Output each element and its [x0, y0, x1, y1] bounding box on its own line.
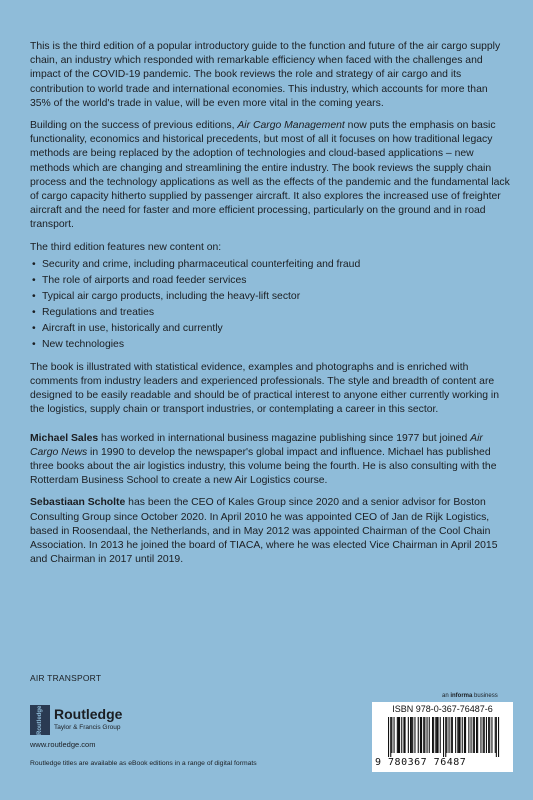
features-list [30, 257, 510, 353]
barcode-bar [473, 717, 474, 753]
barcode-bar [423, 717, 424, 753]
barcode-bar [420, 717, 421, 753]
barcode-bar [435, 717, 436, 753]
author-bio-1 [30, 432, 510, 489]
barcode-bar [457, 717, 458, 753]
list-item-text: New technologies [42, 338, 125, 350]
publisher-group: Taylor & Francis Group [54, 724, 121, 731]
barcode-bar [411, 717, 412, 753]
barcode-bar [388, 717, 389, 757]
barcode-bar [480, 717, 481, 753]
barcode-bar [476, 717, 477, 753]
text-segment: has worked in international business magazine publishing since 1977 but joined [98, 432, 471, 444]
barcode-bar [438, 717, 439, 753]
barcode-bar [498, 717, 499, 757]
barcode-bar [390, 717, 391, 757]
publisher-logo [30, 705, 150, 737]
barcode-bar [446, 717, 447, 753]
list-item [30, 289, 510, 305]
barcode-bar [465, 717, 466, 753]
barcode-bar [452, 717, 453, 753]
author-name: Sebastiaan Scholte [30, 497, 126, 509]
barcode-bar [391, 717, 392, 753]
barcode-bar [429, 717, 430, 753]
barcode-bar [486, 717, 487, 753]
barcode-bar [414, 717, 415, 753]
text-segment: has been the CEO of Kales Group since 2020 and a senior advisor for Boston Consulting Group since October 2020. In April 2010 he was appointed CEO of Jan de Rijk Logistics, based in Roosendaal, the Netherlands, and in May 2012 was appointed Chairman of the Cool Chain Association. In 2013 he joined the board of TIACA, where he was elected Vice Chairman in April 2015 and Chairman in 2017 until 2019. [30, 497, 498, 566]
routledge-icon: Routledge [30, 705, 50, 735]
barcode-bar [464, 717, 465, 753]
barcode-bar [449, 717, 450, 753]
barcode-bar [443, 717, 444, 757]
bullet-icon: • [32, 290, 36, 302]
barcode-bar [401, 717, 402, 753]
barcode-bar [433, 717, 434, 753]
list-item [30, 257, 510, 273]
barcode-bar [458, 717, 459, 753]
publisher-website[interactable]: www.routledge.com [30, 740, 96, 749]
description-paragraph-2 [30, 119, 510, 233]
bullet-icon: • [32, 322, 36, 334]
list-item-text: Security and crime, including pharmaceutical counterfeiting and fraud [42, 258, 361, 270]
list-item [30, 321, 510, 337]
text-segment: business [472, 693, 498, 699]
list-item [30, 305, 510, 321]
barcode-digits: 9 780367 76487 [375, 757, 467, 768]
informa-tagline [442, 693, 498, 699]
barcode-bar [477, 717, 478, 753]
book-title: Air Cargo Management [237, 120, 345, 132]
barcode-bar [451, 717, 452, 753]
barcode-bar [424, 717, 425, 753]
barcode-bar [405, 717, 406, 753]
barcode-bar [460, 717, 461, 753]
barcode-bar [399, 717, 400, 753]
text-segment: Building on the success of previous editions, [30, 120, 238, 132]
cover-text [30, 40, 510, 575]
description-paragraph-1: This is the third edition of a popular introductory guide to the function and future of the air cargo supply chain, an industry which responded with remarkable efficiency when faced with the challenges and impact of the COVID-19 pandemic. The book reviews the role and strategy of air cargo and its contribution to world trade and international economies. This industry, which accounts for more than 35% of the world's trade in value, will be even more vital in the coming years. [30, 41, 501, 109]
barcode-bar [445, 717, 446, 757]
bullet-icon: • [32, 274, 36, 286]
text-segment: in 1990 to develop the newspaper's global impact and influence. Michael has published three books about the air logistics industry, this volume being the fourth. He is also consulting with the Rotterdam Business School to create a new Air Logistics course. [30, 446, 497, 487]
list-item-text: Regulations and treaties [42, 306, 155, 318]
barcode-bar [484, 717, 485, 753]
barcode-bar [410, 717, 411, 753]
barcode-bar [462, 717, 463, 753]
barcode-bar [495, 717, 496, 753]
barcode-bar [427, 717, 428, 753]
author-bio-2 [30, 496, 510, 567]
barcode-bar [483, 717, 484, 753]
features-intro: The third edition features new content on: [30, 241, 222, 253]
isbn-label: ISBN 978-0-367-76487-6 [392, 704, 493, 714]
barcode-box [372, 702, 513, 772]
subject-category: AIR TRANSPORT [30, 673, 102, 683]
barcode-bar [408, 717, 409, 753]
publisher-name: Routledge [54, 706, 123, 722]
barcode-bar [398, 717, 399, 753]
text-segment: now puts the emphasis on basic functionality, economics and historical precedents, but most of all it focuses on how traditional legacy methods are being replaced by the adoption of technologies and cloud-based applications – new methods which are changing and streamlining the entire industry. The book reviews the supply chain process and the technology applications as well as the effects of the pandemic and the fundamental lack of cargo capacity hitherto supplied by passenger aircraft. It also explores the increased use of freighter aircraft and the need for faster and more efficient processing, particularly on the ground and in road transport. [30, 120, 510, 231]
barcode-bar [489, 717, 490, 753]
barcode-icon [388, 717, 500, 757]
bullet-icon: • [32, 258, 36, 270]
barcode-bar [418, 717, 419, 753]
description-paragraph-4: The book is illustrated with statistical evidence, examples and photographs and is enriched with comments from industry leaders and experienced professionals. The style and breadth of content are designed to be easily readable and should be of practical interest to anyone either currently working in the logistics, supply chain or transport industries, or contemplating a career in this sector. [30, 361, 500, 416]
barcode-bar [397, 717, 398, 753]
barcode-bar [432, 717, 433, 753]
list-item-text: Typical air cargo products, including the heavy-lift sector [42, 290, 301, 302]
barcode-bar [488, 717, 489, 753]
barcode-bar [403, 717, 404, 753]
barcode-bar [491, 717, 492, 753]
author-name: Michael Sales [30, 432, 99, 444]
bullet-icon: • [32, 306, 36, 318]
list-item-text: Aircraft in use, historically and currently [42, 322, 223, 334]
list-item [30, 337, 510, 353]
bullet-icon: • [32, 338, 36, 350]
list-item [30, 273, 510, 289]
barcode-bar [394, 717, 395, 753]
list-item-text: The role of airports and road feeder services [42, 274, 247, 286]
publication-title: Air Cargo News [30, 432, 483, 458]
text-segment: an [442, 693, 451, 699]
barcode-bar [412, 717, 413, 753]
barcode-bar [496, 717, 497, 757]
barcode-bar [471, 717, 472, 753]
barcode-bar [474, 717, 475, 753]
barcode-bar [440, 717, 441, 753]
informa-brand: informa [450, 693, 473, 699]
barcode-bar [436, 717, 437, 753]
ebook-note: Routledge titles are available as eBook editions in a range of digital formats [30, 760, 257, 767]
barcode-bar [468, 717, 469, 753]
barcode-bar [455, 717, 456, 753]
barcode-bar [421, 717, 422, 753]
